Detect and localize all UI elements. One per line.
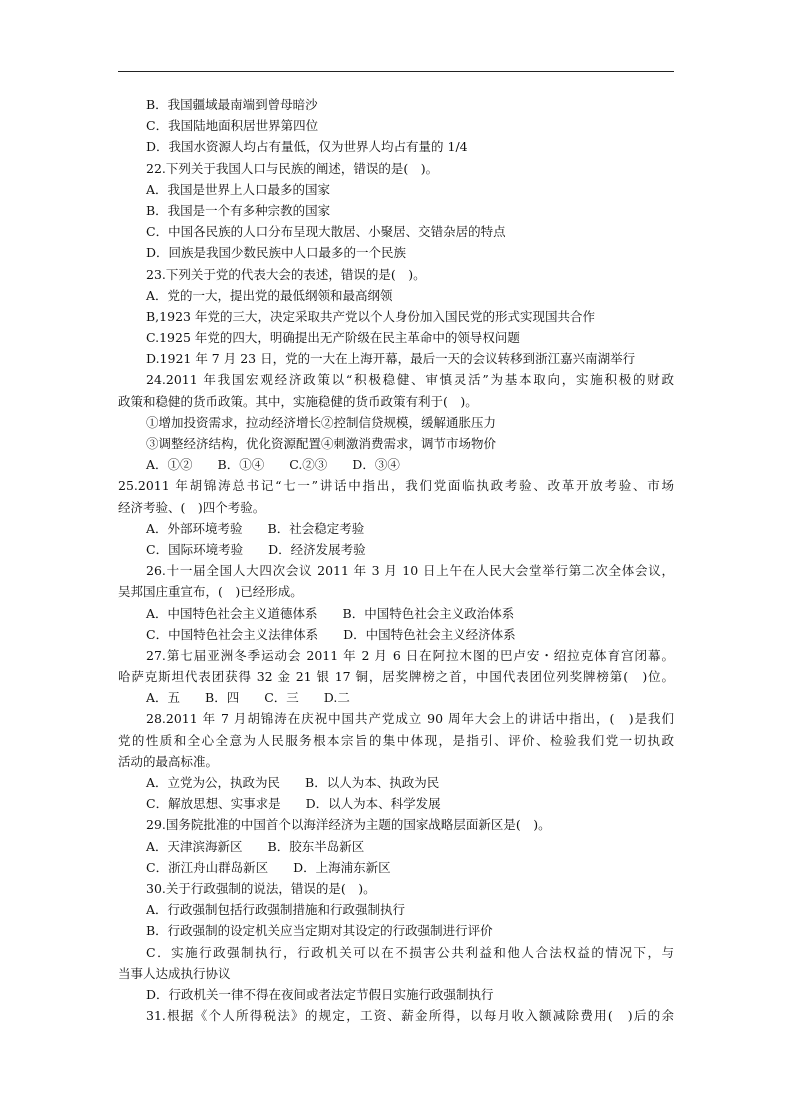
text-line: A．天津滨海新区 B．胶东半岛新区: [146, 838, 365, 854]
text-line: ③调整经济结构，优化资源配置④刺激消费需求，调节市场物价: [146, 436, 497, 451]
text-line: 26.十一届全国人大四次会议 2011 年 3 月 10 日上午在人民大会堂举行第二次全体会议，: [146, 563, 674, 579]
text-line: A．党的一大，提出党的最低纲领和最高纲领: [146, 287, 393, 303]
text-line: B,1923 年党的三大，决定采取共产党以个人身份加入国民党的形式实现国共合作: [146, 308, 595, 324]
text-line: A．外部环境考验 B．社会稳定考验: [146, 520, 365, 536]
text-line: 吴邦国庄重宣布，( )已经形成。: [118, 584, 303, 600]
text-line: C．解放思想、实事求是 D．以人为本、科学发展: [146, 796, 441, 812]
text-line: A．①② B．①④ C.②③ D．③④: [146, 457, 400, 473]
text-line: 30.关于行政强制的说法，错误的是( )。: [146, 880, 376, 896]
text-line: 哈萨克斯坦代表团获得 32 金 21 银 17 铜，居奖牌榜之首，中国代表团位列奖牌榜第( )位。: [118, 669, 674, 685]
text-line: D．我国水资源人均占有量低，仅为世界人均占有量的 1/4: [146, 139, 468, 155]
text-line: 27.第七届亚洲冬季运动会 2011 年 2 月 6 日在阿拉木图的巴卢安・绍拉克体育宫闭幕。: [146, 647, 674, 663]
text-line: A．立党为公，执政为民 B．以人为本、执政为民: [146, 775, 440, 790]
text-line: A．中国特色社会主义道德体系 B．中国特色社会主义政治体系: [146, 605, 515, 621]
text-line: C．中国特色社会主义法律体系 D．中国特色社会主义经济体系: [146, 626, 516, 642]
text-line: D.1921 年 7 月 23 日，党的一大在上海开幕，最后一天的会议转移到浙江嘉兴南湖举行: [146, 351, 636, 367]
text-line: 23.下列关于党的代表大会的表述，错误的是( )。: [146, 266, 426, 282]
text-line: 党的性质和全心全意为人民服务根本宗旨的集中体现，是指引、评价、检验我们党一切执政: [118, 732, 674, 748]
text-line: C．我国陆地面积居世界第四位: [146, 118, 319, 134]
document-body: [118, 94, 674, 1026]
text-line: 28.2011 年 7 月胡锦涛在庆祝中国共产党成立 90 周年大会上的讲话中指出，( )是我们: [146, 711, 674, 727]
text-line: C．国际环境考验 D．经济发展考验: [146, 541, 366, 557]
text-line: A．五 B．四 C．三 D.二: [146, 690, 350, 706]
text-line: C．浙江舟山群岛新区 D．上海浦东新区: [146, 859, 391, 875]
text-line: B．行政强制的设定机关应当定期对其设定的行政强制进行评价: [146, 923, 493, 939]
text-line: B．我国是一个有多种宗教的国家: [146, 202, 331, 218]
text-line: C．中国各民族的人口分布呈现大散居、小聚居、交错杂居的特点: [146, 224, 506, 240]
text-line: A．行政强制包括行政强制措施和行政强制执行: [146, 902, 406, 918]
header-rule: [118, 71, 674, 72]
text-line: 政策和稳健的货币政策。其中，实施稳健的货币政策有利于( )。: [118, 393, 478, 409]
text-line: 当事人达成执行协议: [118, 965, 231, 981]
text-line: ①增加投资需求，拉动经济增长②控制信贷规模，缓解通胀压力: [146, 414, 497, 430]
text-line: D．回族是我国少数民族中人口最多的一个民族: [146, 245, 407, 261]
text-line: 24.2011 年我国宏观经济政策以“积极稳健、审慎灵活”为基本取向，实施积极的财政: [146, 372, 674, 388]
text-line: 活动的最高标准。: [118, 753, 219, 769]
text-line: D．行政机关一律不得在夜间或者法定节假日实施行政强制执行: [146, 986, 494, 1002]
text-line: C．实施行政强制执行，行政机关可以在不损害公共利益和他人合法权益的情况下，与: [146, 944, 674, 960]
text-line: A．我国是世界上人口最多的国家: [146, 181, 331, 197]
text-line: 22.下列关于我国人口与民族的阐述，错误的是( )。: [146, 160, 439, 176]
text-line: 29.国务院批准的中国首个以海洋经济为主题的国家战略层面新区是( )。: [146, 817, 551, 833]
text-line: 31.根据《个人所得税法》的规定，工资、薪金所得，以每月收入额减除费用( )后的余: [146, 1008, 674, 1024]
text-line: 经济考验、( )四个考验。: [118, 499, 266, 515]
text-line: B．我国疆域最南端到曾母暗沙: [146, 97, 318, 112]
text-line: 25.2011 年胡锦涛总书记“七一”讲话中指出，我们党面临执政考验、改革开放考验、市场: [118, 478, 674, 494]
text-line: C.1925 年党的四大，明确提出无产阶级在民主革命中的领导权问题: [146, 330, 520, 346]
